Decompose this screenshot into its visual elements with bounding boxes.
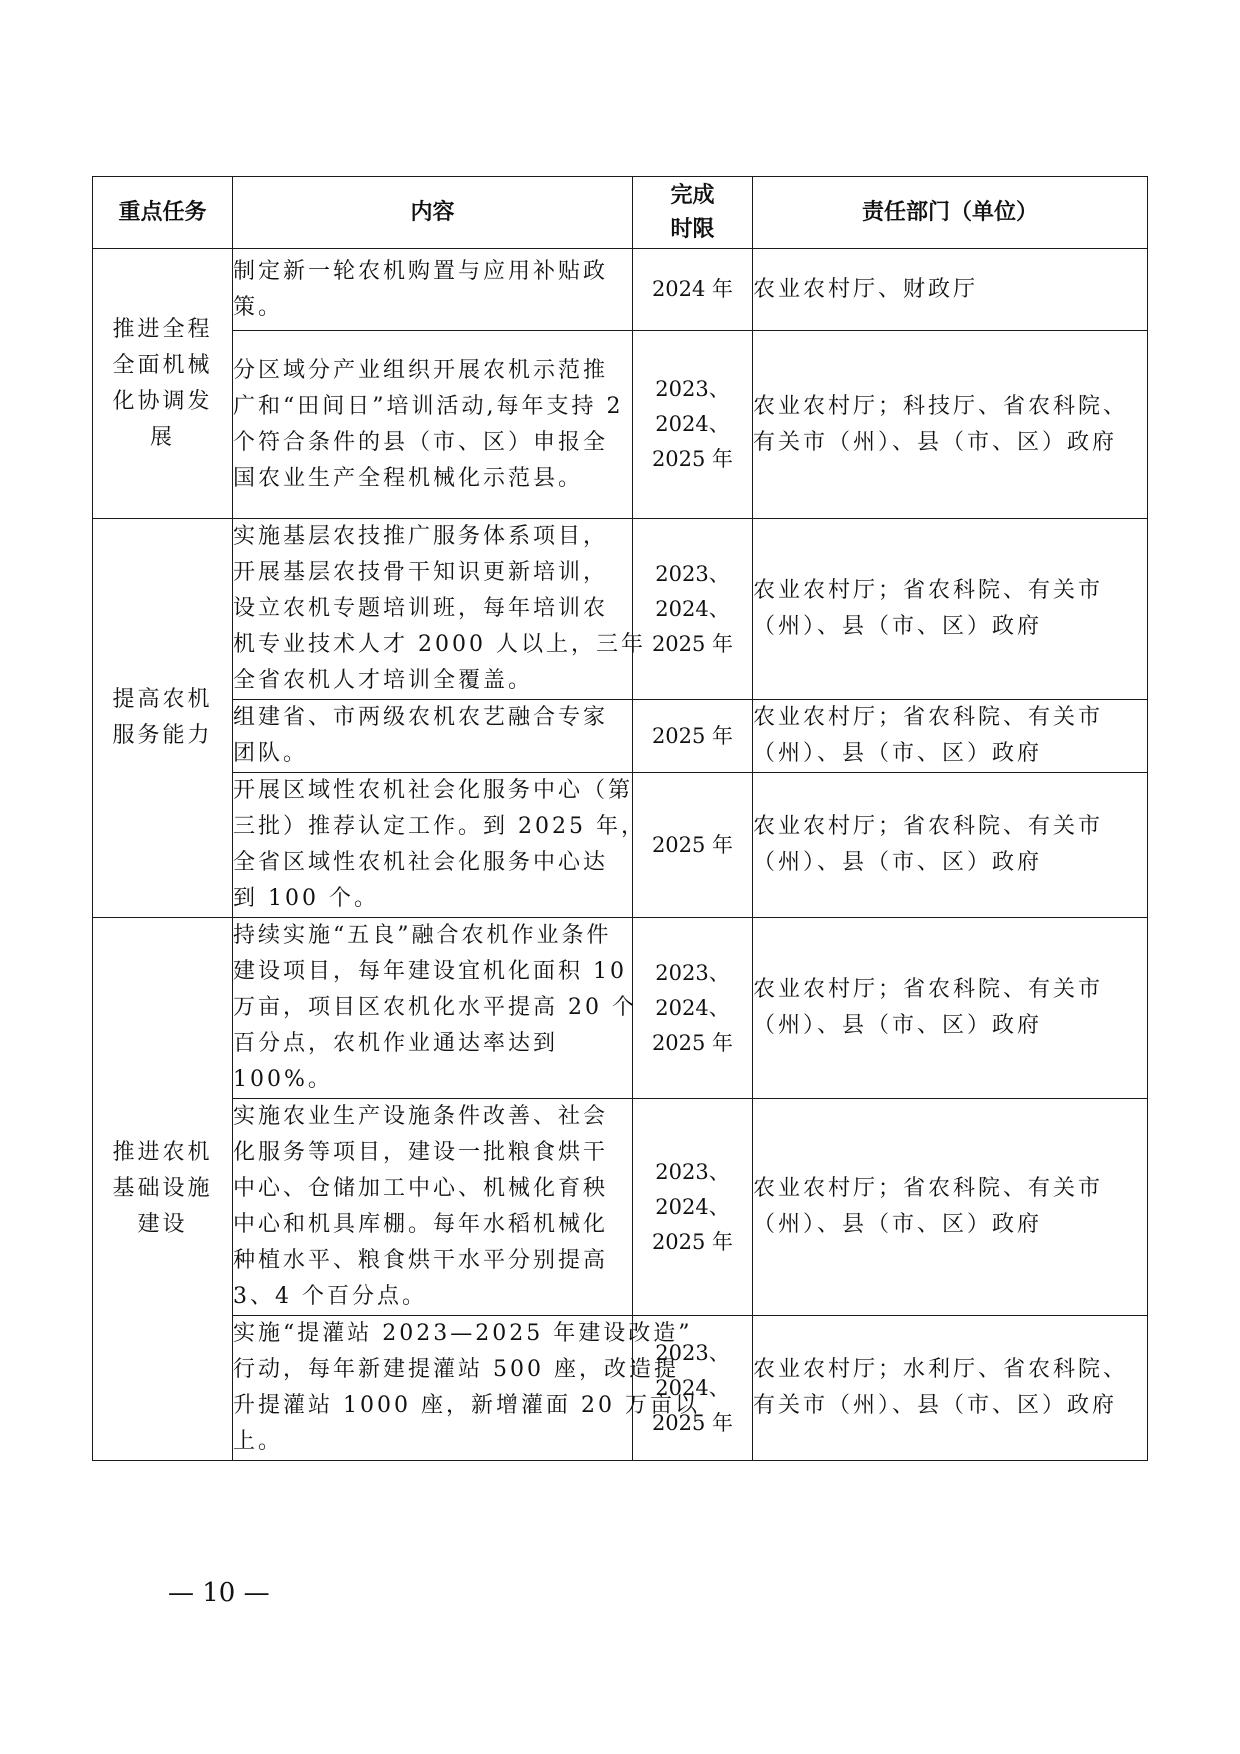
task-line: 基础设施 <box>112 1176 213 1201</box>
content-cell <box>233 700 633 773</box>
dept-line: 农业农村厅；省农科院、有关市 <box>753 814 1104 839</box>
dept-cell <box>753 331 1148 519</box>
content-line: 组建省、市两级农机农艺融合专家 <box>233 705 609 730</box>
content-cell <box>233 331 633 519</box>
deadline-line: 2024、 <box>655 995 730 1020</box>
content-line: 开展基层农技骨干知识更新培训， <box>233 560 609 585</box>
task-line: 推进全程 <box>112 316 213 342</box>
content-cell <box>233 773 646 918</box>
deadline-line: 2025 年 <box>651 1410 734 1435</box>
table-row <box>93 249 1148 331</box>
deadline-line: 2023、 <box>655 1340 730 1365</box>
deadline-line: 2025 年 <box>651 723 734 748</box>
task-cell <box>93 918 233 1461</box>
content-line: 中心、仓储加工中心、机械化育秧 <box>233 1176 609 1201</box>
table-row <box>93 918 1148 1099</box>
deadline-line: 2023、 <box>655 561 730 586</box>
task-table <box>92 176 1148 1461</box>
content-line: 上。 <box>233 1429 284 1454</box>
content-line: 全省区域性农机社会化服务中心达 <box>233 850 609 875</box>
content-line: 中心和机具库棚。每年水稻机械化 <box>233 1212 609 1237</box>
dept-cell <box>753 700 1148 773</box>
dept-line: 农业农村厅；省农科院、有关市 <box>753 578 1104 603</box>
dept-line: 农业农村厅、财政厅 <box>753 276 979 302</box>
table-row <box>93 700 1148 773</box>
content-cell <box>233 1099 633 1316</box>
content-line: 机专业技术人才 2000 人以上，三年 <box>233 632 646 657</box>
dept-cell <box>753 918 1148 1099</box>
content-line: 分区域分产业组织开展农机示范推 <box>233 357 609 383</box>
content-line: 团队。 <box>233 741 309 766</box>
content-line: 持续实施“五良”融合农机作业条件 <box>233 923 612 948</box>
dept-cell <box>753 249 1148 331</box>
task-line: 提高农机 <box>112 687 213 712</box>
header-deadline <box>633 177 753 249</box>
table-row <box>93 331 1148 519</box>
content-line: 国农业生产全程机械化示范县。 <box>233 465 584 491</box>
content-line: 化服务等项目，建设一批粮食烘干 <box>233 1140 609 1165</box>
dept-line: 农业农村厅；水利厅、省农科院、 <box>753 1357 1129 1382</box>
deadline-cell <box>633 519 753 700</box>
table-row <box>93 1316 1148 1461</box>
header-deadline-line-1: 完成 <box>670 182 715 208</box>
table-header-row <box>93 177 1148 249</box>
content-line: 实施“提灌站 2023—2025 年建设改造” <box>233 1321 693 1346</box>
header-dept: 责任部门（单位） <box>753 177 1148 249</box>
task-line: 化协调发 <box>112 388 213 414</box>
dept-line: （州）、县（市、区）政府 <box>753 850 1043 875</box>
deadline-line: 2024 年 <box>651 277 734 301</box>
content-line: 建设项目，每年建设宜机化面积 10 <box>233 959 627 984</box>
table-row <box>93 519 1148 700</box>
deadline-line: 2025 年 <box>651 1030 734 1055</box>
content-line: 行动，每年新建提灌站 500 座，改造提 <box>233 1357 679 1382</box>
dept-line: 农业农村厅；省农科院、有关市 <box>753 1176 1104 1201</box>
deadline-line: 2024、 <box>655 1194 730 1219</box>
dept-cell <box>753 773 1148 918</box>
deadline-cell <box>633 1099 753 1316</box>
task-cell <box>93 249 233 519</box>
content-line: 设立农机专题培训班，每年培训农 <box>233 596 609 621</box>
deadline-line: 2025 年 <box>651 447 734 471</box>
task-cell <box>93 519 233 918</box>
deadline-cell <box>633 700 753 773</box>
content-line: 实施基层农技推广服务体系项目， <box>233 524 609 549</box>
header-task: 重点任务 <box>93 177 233 249</box>
table-row <box>93 1099 1148 1316</box>
dept-line: （州）、县（市、区）政府 <box>753 614 1043 639</box>
table-row <box>93 773 1148 918</box>
deadline-line: 2023、 <box>655 1159 730 1184</box>
content-line: 开展区域性农机社会化服务中心（第 <box>233 778 634 803</box>
dept-cell <box>753 1316 1148 1461</box>
dept-line: （州）、县（市、区）政府 <box>753 1013 1043 1038</box>
content-line: 三批）推荐认定工作。到 2025 年， <box>233 814 646 839</box>
content-line: 到 100 个。 <box>233 886 379 911</box>
dept-line: 有关市（州）、县（市、区）政府 <box>753 1393 1118 1418</box>
deadline-line: 2024、 <box>655 1375 730 1400</box>
content-line: 万亩，项目区农机化水平提高 20 个 <box>233 995 637 1020</box>
content-line: 制定新一轮农机购置与应用补贴政 <box>233 258 609 284</box>
deadline-cell <box>633 331 753 519</box>
page-number: — 10 — <box>168 1578 270 1608</box>
content-cell <box>233 918 637 1099</box>
dept-line: （州）、县（市、区）政府 <box>753 1212 1043 1237</box>
content-line: 100%。 <box>233 1067 333 1092</box>
content-cell <box>233 249 633 331</box>
header-deadline-line-2: 时限 <box>670 216 715 242</box>
content-line: 全省农机人才培训全覆盖。 <box>233 668 534 693</box>
deadline-line: 2025 年 <box>651 631 734 656</box>
content-line: 升提灌站 1000 座，新增灌面 20 万亩以 <box>233 1393 700 1418</box>
dept-cell <box>753 519 1148 700</box>
content-line: 广和“田间日”培训活动,每年支持 2 <box>233 393 624 419</box>
content-line: 策。 <box>233 294 284 320</box>
deadline-cell <box>633 918 753 1099</box>
dept-line: 农业农村厅；科技厅、省农科院、 <box>753 393 1129 419</box>
task-line: 全面机械 <box>112 352 213 378</box>
dept-line: 农业农村厅；省农科院、有关市 <box>753 977 1104 1002</box>
task-line: 建设 <box>137 1212 188 1237</box>
deadline-line: 2023、 <box>655 960 730 985</box>
deadline-line: 2024、 <box>655 412 730 436</box>
dept-line: （州）、县（市、区）政府 <box>753 741 1043 766</box>
content-line: 个符合条件的县（市、区）申报全 <box>233 429 609 455</box>
content-cell <box>233 519 646 700</box>
deadline-line: 2023、 <box>655 377 730 401</box>
content-line: 种植水平、粮食烘干水平分别提高 <box>233 1248 609 1273</box>
deadline-cell <box>633 249 753 331</box>
dept-line: 农业农村厅；省农科院、有关市 <box>753 705 1104 730</box>
task-line: 服务能力 <box>112 723 213 748</box>
deadline-cell <box>633 773 753 918</box>
dept-line: 有关市（州）、县（市、区）政府 <box>753 429 1118 455</box>
content-line: 百分点，农机作业通达率达到 <box>233 1031 559 1056</box>
content-line: 实施农业生产设施条件改善、社会 <box>233 1104 609 1129</box>
table-body <box>93 249 1148 1461</box>
deadline-line: 2025 年 <box>651 832 734 857</box>
deadline-line: 2024、 <box>655 596 730 621</box>
deadline-line: 2025 年 <box>651 1229 734 1254</box>
task-line: 推进农机 <box>112 1140 213 1165</box>
task-line: 展 <box>149 424 175 450</box>
header-content: 内容 <box>233 177 633 249</box>
dept-cell <box>753 1099 1148 1316</box>
content-line: 3、4 个百分点。 <box>233 1284 427 1309</box>
